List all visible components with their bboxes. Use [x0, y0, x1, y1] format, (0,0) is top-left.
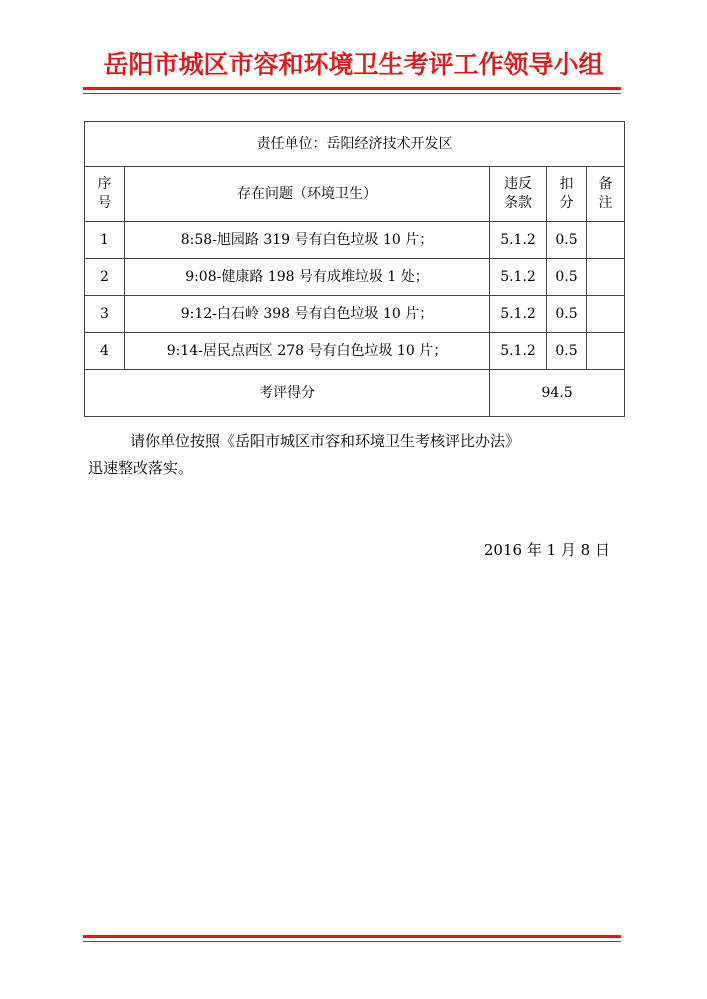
- row-remark: [587, 296, 625, 333]
- header-deduct: [547, 167, 587, 222]
- table-row: [85, 259, 625, 296]
- inspection-table: [84, 121, 625, 417]
- rectification-note-line1: 请你单位按照《岳阳市城区市容和环境卫生考核评比办法》: [130, 432, 521, 450]
- total-score-label: 考评得分: [85, 370, 490, 417]
- table-row: [85, 222, 625, 259]
- document-title: 岳阳市城区市容和环境卫生考评工作领导小组: [103, 50, 604, 79]
- header-remark-line1: 备: [598, 176, 613, 192]
- footer-rule-thin: [83, 941, 621, 942]
- row-remark: [587, 222, 625, 259]
- row-deduct: 0.5: [547, 222, 587, 259]
- header-clause-line2: 条款: [504, 195, 532, 211]
- title-rule-thick: [83, 87, 621, 90]
- row-seq: 1: [85, 222, 125, 259]
- row-issue: 9:14-居民点西区 278 号有白色垃圾 10 片；: [125, 333, 490, 370]
- row-clause: 5.1.2: [490, 296, 547, 333]
- row-clause: 5.1.2: [490, 222, 547, 259]
- row-clause: 5.1.2: [490, 259, 547, 296]
- row-issue: 9:08-健康路 198 号有成堆垃圾 1 处；: [125, 259, 490, 296]
- row-clause: 5.1.2: [490, 333, 547, 370]
- header-clause: [490, 167, 547, 222]
- row-seq: 3: [85, 296, 125, 333]
- row-deduct: 0.5: [547, 296, 587, 333]
- header-seq: [85, 167, 125, 222]
- footer-rule-thick: [83, 935, 621, 938]
- row-deduct: 0.5: [547, 333, 587, 370]
- row-seq: 4: [85, 333, 125, 370]
- header-deduct-line1: 扣: [559, 176, 574, 192]
- header-clause-line1: 违反: [504, 176, 532, 192]
- row-deduct: 0.5: [547, 259, 587, 296]
- issue-date: 2016 年 1 月 8 日: [483, 541, 610, 559]
- row-remark: [587, 333, 625, 370]
- row-remark: [587, 259, 625, 296]
- header-seq-line2: 号: [97, 195, 112, 211]
- header-remark: [587, 167, 625, 222]
- rectification-note-line2: 迅速整改落实。: [88, 459, 194, 477]
- header-remark-line2: 注: [598, 195, 613, 211]
- row-issue: 9:12-白石岭 398 号有白色垃圾 10 片；: [125, 296, 490, 333]
- title-rule-thin: [83, 93, 621, 94]
- table-row: [85, 333, 625, 370]
- responsible-unit: 责任单位：岳阳经济技术开发区: [85, 122, 625, 167]
- row-issue: 8:58-旭园路 319 号有白色垃圾 10 片；: [125, 222, 490, 259]
- header-seq-line1: 序: [97, 176, 112, 192]
- row-seq: 2: [85, 259, 125, 296]
- table-row: [85, 296, 625, 333]
- header-deduct-line2: 分: [559, 195, 574, 211]
- total-score-value: 94.5: [490, 370, 625, 417]
- header-issue: 存在问题（环境卫生）: [125, 167, 490, 222]
